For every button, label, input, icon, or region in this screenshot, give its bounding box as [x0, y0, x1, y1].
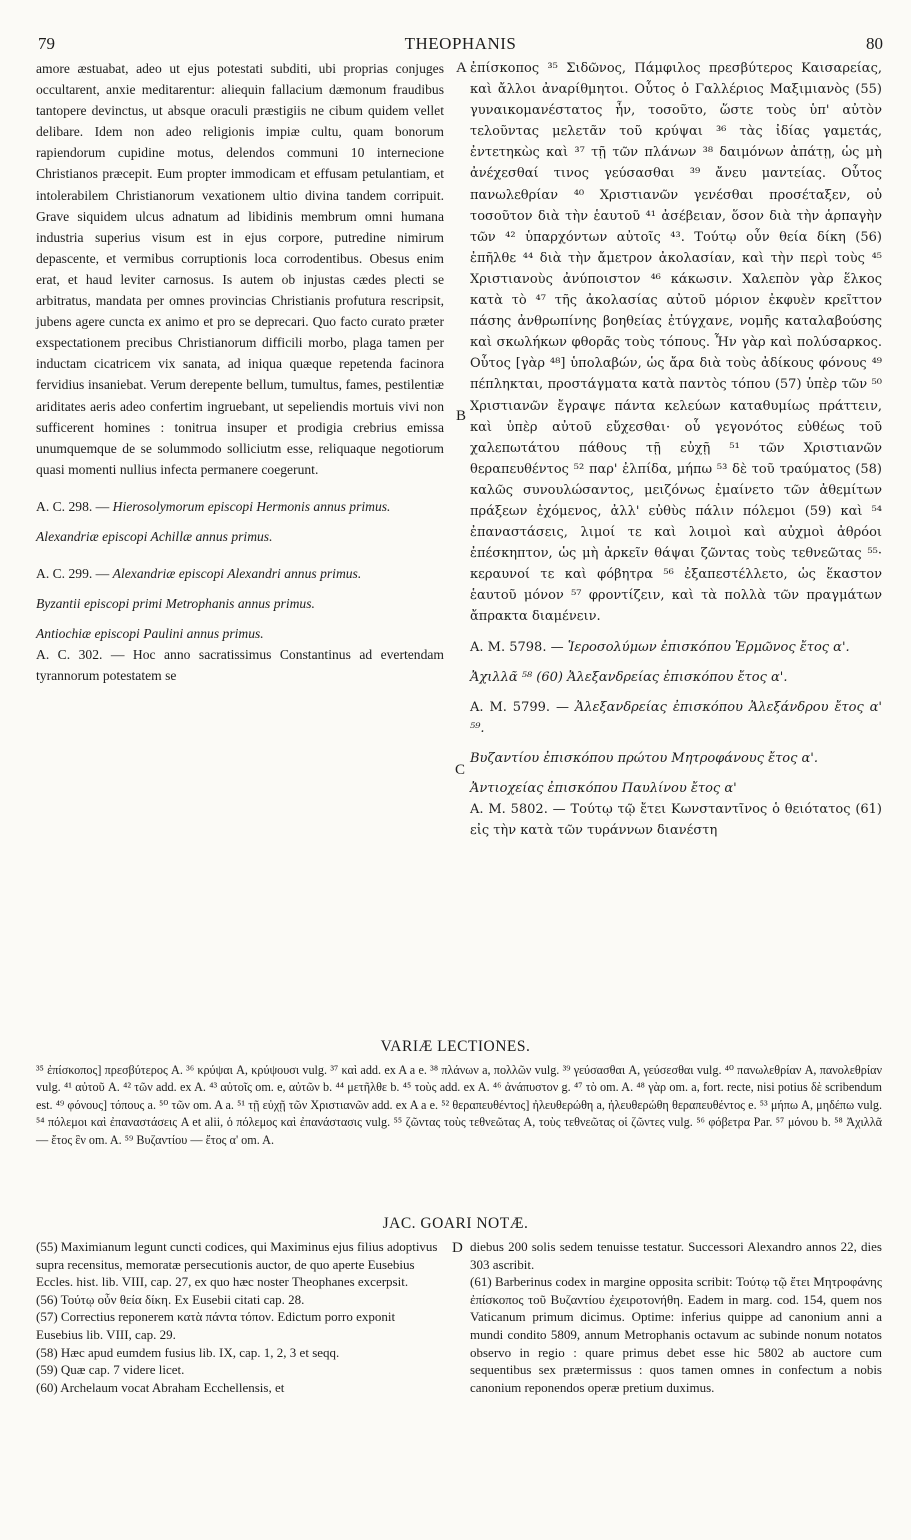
- variae-heading: VARIÆ LECTIONES.: [380, 1038, 531, 1055]
- note-item: (56) Τούτῳ οὖν θεία δίκη. Ex Eusebii citati cap. 28.: [36, 1291, 305, 1307]
- latin-entry-label: A. C. 298. —: [36, 498, 110, 514]
- running-header: [38, 34, 883, 56]
- latin-entry-text: Hoc anno sacratissimus Constantinus ad evertendam tyrannorum potestatem se: [36, 647, 445, 684]
- greek-column: [470, 58, 882, 841]
- note-item: (58) Hæc apud eumdem fusius lib. IX, cap. 1, 2, 3 et seqq.: [36, 1344, 340, 1360]
- note-item: diebus 200 solis sedem tenuisse testatur. Successori Alexandro annos 22, dies 303 ascribit.: [470, 1239, 882, 1272]
- note-item: (60) Archelaum vocat Abraham Ecchellensis, et: [36, 1379, 285, 1395]
- greek-entry-text: Ἱεροσολύμων ἐπισκόπου Ἑρμῶνος ἔτος α'.: [567, 639, 850, 655]
- latin-entry-302: [36, 644, 444, 686]
- latin-entry-299: [36, 563, 444, 584]
- page-number-left: 79: [38, 34, 55, 53]
- greek-entry-text: Ἀλεξανδρείας ἐπισκόπου Ἀλεξάνδρου ἔτος α' ⁵⁹.: [470, 699, 882, 736]
- greek-entry-label: Α. Μ. 5802. —: [470, 802, 566, 818]
- margin-marker-c: C: [455, 762, 466, 778]
- greek-entry-5798: [470, 637, 882, 658]
- note-item: (55) Maximianum legunt cuncti codices, qui Maximinus ejus filius adoptivus supra recensitus, memoratæ persecutionis auctor, de quo aperte Eusebius Eccles. hist. lib. VIII, cap. 27, ex quo hæc noster Theophanes excerpsit.: [36, 1239, 438, 1290]
- note-item: (61) Barberinus codex in margine opposita scribit: Τούτῳ τῷ ἔτει Μητροφάνης ἐπίσκοπος τοῦ Βυζαντίου ἐχειροτονήθη. Eadem in marg. cod. 154, quem nos Vaticanum primum dicimus. Optime: inferius quippe ad canonium anni a mundi condito 5809, annum Metrophanis octavum ac subinde nonum notatos observo in regio : quare primus debet esse hic 5802 ab auctore cum sequentibus sex prætermissus : quos tamen omnes in confectum a nobis canonium reponendos operæ pretium duximus.: [470, 1274, 882, 1395]
- notes-right-column: [470, 1238, 882, 1396]
- greek-entry-label: Α. Μ. 5799. —: [470, 699, 569, 715]
- greek-entry-5802: [470, 799, 882, 841]
- margin-marker-a: A: [456, 60, 467, 76]
- greek-entry-paulinus: Ἀντιοχείας ἐπισκόπου Παυλίνου ἔτος α': [470, 781, 737, 796]
- latin-column: [36, 58, 444, 687]
- latin-entry-text: Alexandriæ episcopi Alexandri annus primus.: [112, 566, 362, 582]
- greek-entry-text: Ἀχιλλᾶ ⁵⁸ (60): [470, 669, 563, 685]
- note-item: (57) Correctius reponerem κατὰ πάντα τόπον. Edictum porro exponit Eusebius lib. VIII, cap. 29.: [36, 1309, 396, 1342]
- latin-entry-achillas: Alexandriæ episcopi Achillæ annus primus.: [36, 528, 273, 544]
- notes-heading: JAC. GOARI NOTÆ.: [382, 1215, 529, 1232]
- notes-left-column: [36, 1238, 444, 1396]
- latin-entry-paulinus: Antiochiæ episcopi Paulini annus primus.: [36, 626, 264, 642]
- page-title: THEOPHANIS: [404, 34, 517, 53]
- latin-paragraph: amore æstuabat, adeo ut ejus potestati subditi, ubi proprias conjuges occultarent, anxie meditarentur: aliequin fallacium dæmonum fraudibus tantopere devinctus, ut absque oraculi præstigiis ne cibum quidem vellet delibare. Idem non adeo religionis impiæ cultu, quam bonorum rapiendorum cupidine motus, delendos communi 10 internecione Christianos præcepit. Eum propter immodicam et effusam petulantiam, et intolerabilem Christianorum vexationem ultio divina tandem corripuit. Grave siquidem ulcus adnatum ad libidinis membrum omni humana industria superius visum est in ejus corpore, putredine nimirum depascente, et vermibus corruptionis loca corrodentibus. Obesus enim erat, et haud leviter carnosus. Is autem ob injustas cædes plecti se arbitratus, mandata per omnes provincias Christianis profutura rescripsit, jubens agere cuncta ex animo et pro se deprecari. Quo facto curato præter exspectationem precibus Christianorum difficili morbo, plaga tamen per inductam cicatricem vix sanata, ad iniqua quæque repetenda facinora fervidius insaniebat. Verum derepente bellum, tumultus, fames, pestilentiæ ariditates aeris adeo confertim ingruebant, ut sepeliendis mortuis vivi non sufficerent homines : tonitrua insuper et prodigia crebrius emissa unumquemque de se solummodo solliciutm esse, reliquaque negotiorum quasi momenti nullius infecta permanere coegerunt.: [36, 61, 444, 477]
- margin-marker-b: B: [456, 408, 467, 424]
- greek-entry-label: Α. Μ. 5798. —: [470, 639, 564, 655]
- greek-entry-5799: [470, 697, 882, 739]
- greek-entry-achillas: [470, 667, 882, 688]
- variae-lectiones: ³⁵ ἐπίσκοπος] πρεσβύτερος A. ³⁶ κρύψαι A, κρύψουσι vulg. ³⁷ καὶ add. ex A a e. ³⁸ πλάνων a, πολλῶν vulg. ³⁹ γεύσασθαι A, γεύσεσθαι vulg. ⁴⁰ πανωλεθρίαν A, πανολεθρίαν vulg. ⁴¹ αὐτοῦ A. ⁴² τῶν add. ex A. ⁴³ αὐτοῖς om. e, αὐτῶν b. ⁴⁴ μετῆλθε b. ⁴⁵ τοὺς add. ex A. ⁴⁶ ἀνάπυστον g. ⁴⁷ τὸ om. A. ⁴⁸ γὰρ om. a, fort. recte, nisi potius δὲ scribendum est. ⁴⁹ φόνους] τόπους a. ⁵⁰ τῶν om. A a. ⁵¹ τῇ εὐχῇ τῶν Χριστιανῶν add. ex A a e. ⁵² θεραπευθέντος] ἠλευθερώθη a, ἠλευθερώθη θεραπευθέντος e. ⁵³ μήπω A, μηδέπω vulg. ⁵⁴ πόλεμοι καὶ ἐπαναστάσεις A et alii, ὁ πόλεμος καὶ ἐπανάστασις vulg. ⁵⁵ ζῶντας τοὺς τεθνεῶτας A, τοὺς τεθνεῶτας οἱ ζῶντες vulg. ⁵⁶ φόβετρα Par. ⁵⁷ μόνου b. ⁵⁸ Ἀχιλλᾶ — ἔτος ἓν om. A. ⁵⁹ Βυζαντίου — ἔτος α' om. A.: [36, 1063, 882, 1147]
- greek-entry-text: Τούτῳ τῷ ἔτει Κωνσταντῖνος ὁ θειότατος (61) εἰς τὴν κατὰ τῶν τυράννων διανέστη: [470, 802, 883, 839]
- margin-marker-d: D: [452, 1240, 463, 1256]
- greek-paragraph: ἐπίσκοπος ³⁵ Σιδῶνος, Πάμφιλος πρεσβύτερος Καισαρείας, καὶ ἄλλοι ἀναρίθμητοι. Οὗτος ὁ Γαλλέριος Μαξιμιανὸς (55) γυναικομανέστατος ἦν, τοσοῦτο, ὥστε τοὺς ὑπ' αὐτὸν τελοῦντας μελετᾶν τοῦ κρύψαι ³⁶ τὰς ἰδίας γαμετάς, ἐντετηκὼς καὶ ³⁷ τῇ τῶν πλάνων ³⁸ δαιμόνων ἀπάτῃ, ὡς μὴ ἀνέχεσθαί τινος γεύσασθαι ³⁹ ἄνευ μαντείας. Οὗτος πανωλεθρίαν ⁴⁰ Χριστιανῶν γενέσθαι προσέταξεν, οὐ τοσοῦτον διὰ τὴν ἑαυτοῦ ⁴¹ ἀσέβειαν, ὅσον διὰ τὴν ἁρπαγὴν τῶν ⁴² ὑπαρχόντων αὐτοῖς ⁴³. Τούτῳ οὖν θεία δίκη (56) ἐπῆλθε ⁴⁴ διὰ τὴν ἄμετρον ἀκολασίαν, καὶ τὴν περὶ τοὺς ⁴⁵ Χριστιανοὺς ἀνύποιστον ⁴⁶ κάκωσιν. Χαλεπὸν γὰρ ἕλκος κατὰ τὸ ⁴⁷ τῆς ἀκολασίας αὐτοῦ μόριον ἐκφυὲν κρεῖττον πάσης ἀνθρωπίνης βοηθείας ἐτύγχανε, νομῆς καταλαβούσης καὶ σκωλήκων φθορᾶς τοὺς τόπους. Ἦν γὰρ καὶ πολύσαρκος. Οὗτος [γὰρ ⁴⁸] ὑπολαβών, ὡς ἄρα διὰ τοὺς ἀδίκους φόνους ⁴⁹ πέπληκται, προστάγματα κατὰ παντὸς τόπου (57) ὑπὲρ τῶν ⁵⁰ Χριστιανῶν ἔγραψε πάντα κελεύων καταθυμίως πράττειν, καὶ ὑπὲρ αὐτοῦ εὔχεσθαι· οὗ γεγονότος εὐθέως τοῦ χαλεπωτάτου πάθους τῇ εὐχῇ ⁵¹ τῶν Χριστιανῶν θεραπευθέντος ⁵² παρ' ἐλπίδα, μήπω ⁵³ δὲ τοῦ τραύματος (58) καλῶς συνουλώσαντος, μειζόνως ἐμαίνετο τῶν ἀθεμίτων πράξεων ἐχόμενος, ἀλλ' εὐθὺς πάλιν πόλεμοι (59) καὶ ⁵⁴ ἐπαναστάσεις, λιμοί τε καὶ λοιμοὶ καὶ αὐχμοὶ ἀθρόοι ἐπέσκηπτον, ὡς μὴ ἀρκεῖν θάψαι ζῶντας τοὺς τεθνεῶτας ⁵⁵· κεραυνοί τε καὶ φόβητρα ⁵⁶ ἐξαπεστέλλετο, ὡς ἕκαστον ἑαυτοῦ μόνον ⁵⁷ φροντίζειν, καὶ τὰ πολλὰ τῶν πραγμάτων ἄπρακτα διαμένειν.: [470, 61, 882, 625]
- greek-entry-text: Ἀλεξανδρείας ἐπισκόπου ἔτος α'.: [567, 669, 788, 685]
- latin-entry-metrophanes: Byzantii episcopi primi Metrophanis annus primus.: [36, 596, 315, 612]
- latin-entry-298: [36, 496, 444, 517]
- note-item: (59) Quæ cap. 7 videre licet.: [36, 1362, 185, 1378]
- page-number-right: 80: [866, 34, 883, 53]
- latin-entry-label: A. C. 302. —: [36, 647, 125, 663]
- greek-entry-metrophanes: Βυζαντίου ἐπισκόπου πρώτου Μητροφάνους ἔτος α'.: [470, 750, 819, 766]
- latin-entry-text: Hierosolymorum episcopi Hermonis annus primus.: [112, 498, 391, 514]
- latin-entry-label: A. C. 299. —: [36, 566, 110, 582]
